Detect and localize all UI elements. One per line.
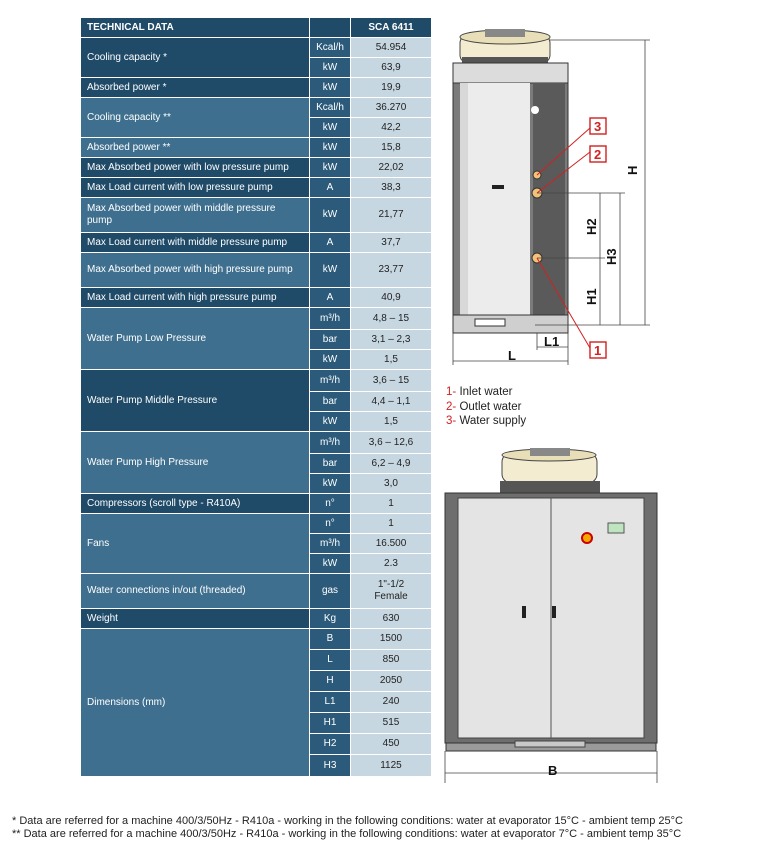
row-unit: H3 [310, 755, 351, 777]
row-value: 36.270 [351, 98, 432, 118]
row-label: Dimensions (mm) [81, 629, 310, 777]
row-value: 1125 [351, 755, 432, 777]
table-row [81, 178, 432, 198]
row-unit: L1 [310, 692, 351, 713]
table-row [81, 38, 432, 58]
row-unit: m³/h [310, 432, 351, 454]
row-label: Compressors (scroll type - R410A) [81, 494, 310, 514]
row-value: 2.3 [351, 554, 432, 574]
dim-label-B: B [548, 763, 558, 778]
table-row [81, 514, 432, 534]
row-unit: L [310, 650, 351, 671]
row-unit: A [310, 178, 351, 198]
unit-body-side [453, 63, 568, 333]
row-unit: B [310, 629, 351, 650]
row-value: 515 [351, 713, 432, 734]
row-value: 38,3 [351, 178, 432, 198]
row-unit: bar [310, 330, 351, 350]
table-row [81, 574, 432, 609]
row-label: Max Load current with high pressure pump [81, 288, 310, 308]
table-row [81, 233, 432, 253]
table-row [81, 288, 432, 308]
table-row [81, 629, 432, 650]
row-unit: gas [310, 574, 351, 609]
row-unit: bar [310, 392, 351, 412]
row-value: 240 [351, 692, 432, 713]
row-label: Water Pump Low Pressure [81, 308, 310, 370]
row-unit: n° [310, 494, 351, 514]
dim-label-H2: H2 [584, 218, 599, 235]
svg-text:3: 3 [594, 119, 602, 134]
dim-label-L1: L1 [544, 334, 560, 349]
row-value: 21,77 [351, 198, 432, 233]
row-label: Water Pump High Pressure [81, 432, 310, 494]
row-label: Absorbed power * [81, 78, 310, 98]
row-label: Absorbed power ** [81, 138, 310, 158]
row-unit: kW [310, 253, 351, 288]
row-value: 54.954 [351, 38, 432, 58]
table-row [81, 308, 432, 330]
row-value: 630 [351, 609, 432, 629]
legend-item: 1- Inlet water [446, 386, 513, 398]
table-row [81, 98, 432, 118]
legend-item: 2- Outlet water [446, 400, 522, 413]
row-value: 16.500 [351, 534, 432, 554]
row-unit: kW [310, 118, 351, 138]
row-unit: bar [310, 454, 351, 474]
row-value: 1500 [351, 629, 432, 650]
footnote-1: * Data are referred for a machine 400/3/50Hz - R410a - working in the following conditions: water at evaporator 15°C - ambient temp 25°C [12, 815, 683, 827]
header-unit-cell [310, 18, 351, 38]
row-unit: kW [310, 474, 351, 494]
row-label: Water connections in/out (threaded) [81, 574, 310, 609]
row-value: 15,8 [351, 138, 432, 158]
row-value: 2050 [351, 671, 432, 692]
row-value: 42,2 [351, 118, 432, 138]
row-unit: m³/h [310, 534, 351, 554]
row-unit: Kcal/h [310, 98, 351, 118]
table-row [81, 158, 432, 178]
footnotes [12, 815, 683, 841]
row-value: 63,9 [351, 58, 432, 78]
row-value: 450 [351, 734, 432, 755]
row-value: 23,77 [351, 253, 432, 288]
table-title: TECHNICAL DATA [81, 18, 310, 38]
table-row [81, 370, 432, 392]
connection-legend [446, 385, 526, 429]
row-unit: kW [310, 412, 351, 432]
fan-unit-side [460, 29, 550, 63]
table-row [81, 432, 432, 454]
dim-label-H: H [625, 165, 640, 175]
row-label: Cooling capacity * [81, 38, 310, 78]
row-unit: m³/h [310, 370, 351, 392]
row-unit: H1 [310, 713, 351, 734]
row-value: 850 [351, 650, 432, 671]
row-unit: A [310, 288, 351, 308]
row-unit: kW [310, 78, 351, 98]
row-value: 1,5 [351, 350, 432, 370]
row-unit: kW [310, 58, 351, 78]
table-row [81, 494, 432, 514]
table-row [81, 253, 432, 288]
row-value: 19,9 [351, 78, 432, 98]
row-value: 1 [351, 494, 432, 514]
table-row [81, 78, 432, 98]
row-label: Max Absorbed power with high pressure pump [81, 253, 310, 288]
row-unit: kW [310, 350, 351, 370]
row-value: 1,5 [351, 412, 432, 432]
svg-text:2: 2 [594, 147, 602, 162]
table-row [81, 138, 432, 158]
row-value: 4,4 – 1,1 [351, 392, 432, 412]
row-value: 22,02 [351, 158, 432, 178]
row-value: 6,2 – 4,9 [351, 454, 432, 474]
footnote-2: ** Data are referred for a machine 400/3/50Hz - R410a - working in the following conditions: water at evaporator 7°C - ambient temp 35°C [12, 828, 682, 840]
row-label: Cooling capacity ** [81, 98, 310, 138]
row-unit: A [310, 233, 351, 253]
svg-text:1: 1 [594, 343, 602, 358]
table-row [81, 609, 432, 629]
row-unit: H2 [310, 734, 351, 755]
technical-data-table [80, 17, 432, 777]
row-value: 3,6 – 12,6 [351, 432, 432, 454]
row-value: 1 [351, 514, 432, 534]
row-label: Max Load current with middle pressure pump [81, 233, 310, 253]
dim-label-H1: H1 [584, 288, 599, 305]
row-unit: Kg [310, 609, 351, 629]
row-value: 1"-1/2 Female [351, 574, 432, 609]
row-unit: kW [310, 198, 351, 233]
row-unit: kW [310, 554, 351, 574]
dim-label-L: L [508, 348, 516, 363]
row-label: Max Absorbed power with middle pressure pump [81, 198, 310, 233]
row-label: Weight [81, 609, 310, 629]
row-unit: Kcal/h [310, 38, 351, 58]
row-label: Water Pump Middle Pressure [81, 370, 310, 432]
row-unit: H [310, 671, 351, 692]
model-name: SCA 6411 [351, 18, 432, 38]
legend-item: 3- Water supply [446, 415, 527, 427]
row-value: 3,6 – 15 [351, 370, 432, 392]
dim-label-H3: H3 [604, 248, 619, 265]
fan-unit-front [500, 448, 600, 493]
row-value: 4,8 – 15 [351, 308, 432, 330]
front-view-drawing [440, 448, 665, 783]
row-value: 37,7 [351, 233, 432, 253]
unit-body-front [445, 493, 657, 751]
row-label: Max Absorbed power with low pressure pump [81, 158, 310, 178]
table-header-row [81, 18, 432, 38]
row-unit: kW [310, 158, 351, 178]
side-view-drawing [440, 15, 655, 365]
table-row [81, 198, 432, 233]
row-label: Max Load current with low pressure pump [81, 178, 310, 198]
row-unit: m³/h [310, 308, 351, 330]
row-unit: n° [310, 514, 351, 534]
row-value: 40,9 [351, 288, 432, 308]
row-value: 3,0 [351, 474, 432, 494]
row-label: Fans [81, 514, 310, 574]
row-unit: kW [310, 138, 351, 158]
row-value: 3,1 – 2,3 [351, 330, 432, 350]
